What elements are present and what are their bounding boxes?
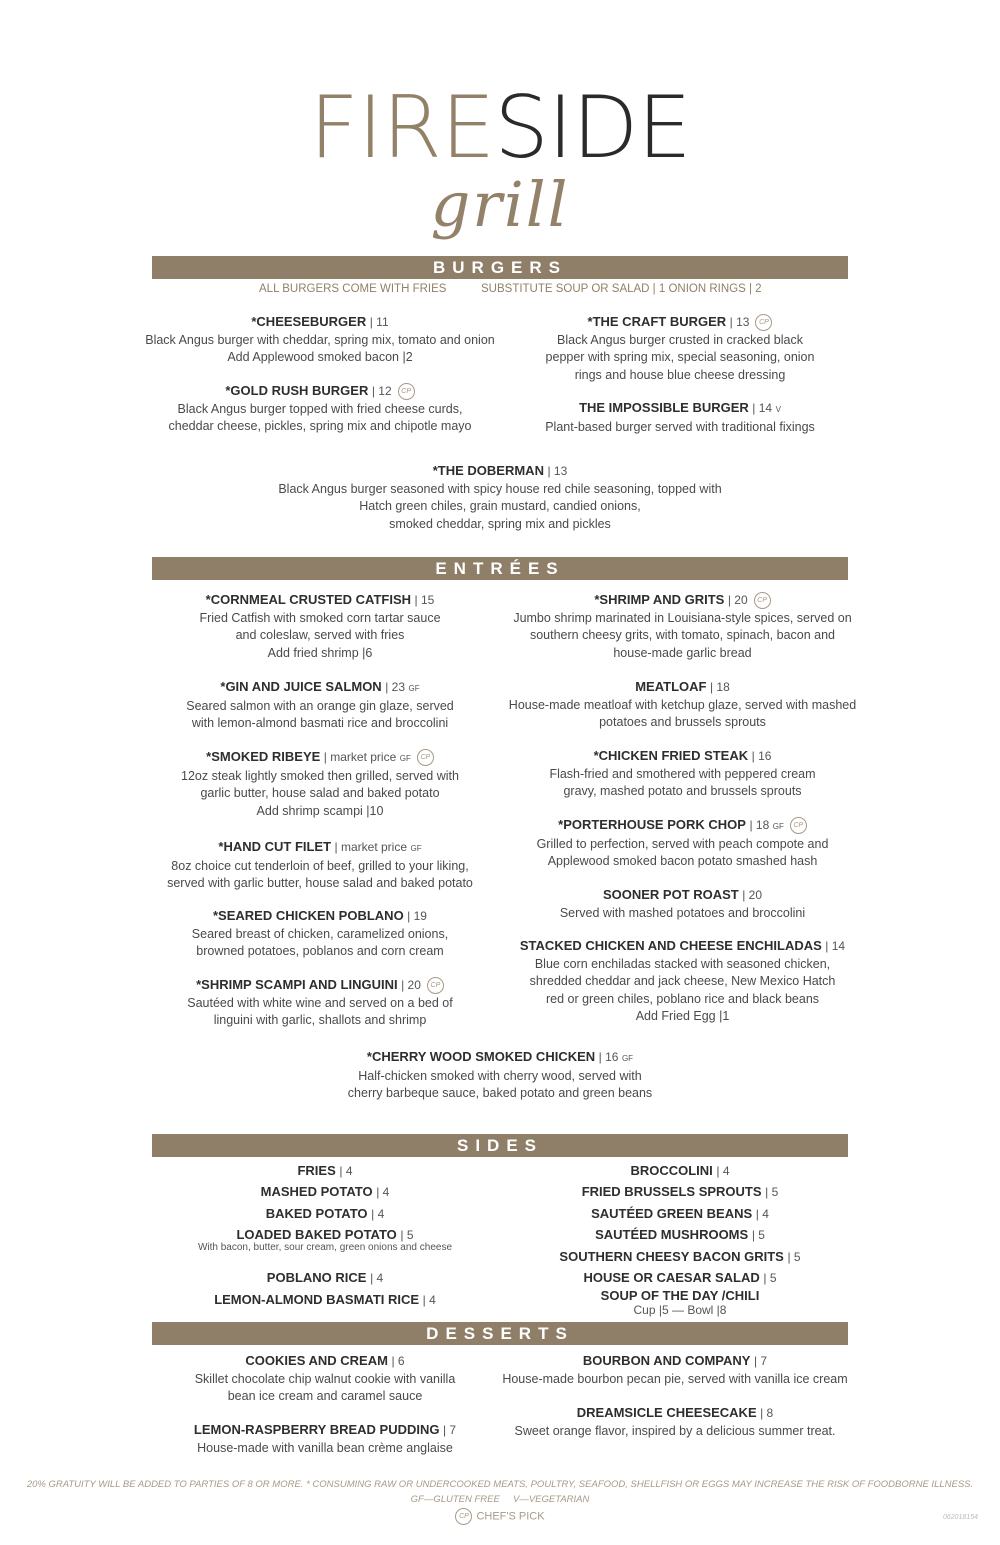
item-name: *CHEESEBURGER	[251, 314, 367, 329]
side-price: | 4	[755, 1207, 769, 1221]
gluten-free-tag: GF	[621, 1054, 634, 1063]
item-name: THE IMPOSSIBLE BURGER	[579, 400, 749, 415]
side-price: | 4	[422, 1293, 436, 1307]
side-item	[495, 1289, 865, 1317]
vegetarian-tag: V	[775, 405, 781, 414]
side-item	[495, 1206, 865, 1221]
item-desc: Add fried shrimp |6	[267, 645, 373, 660]
side-item	[495, 1163, 865, 1178]
item-price: | 13	[729, 315, 750, 329]
item-price: | 23	[385, 680, 405, 694]
side-name: BAKED POTATO	[265, 1206, 368, 1221]
item-price: | 14	[752, 401, 773, 415]
item-name: *SMOKED RIBEYE	[206, 749, 321, 764]
item-name: *THE DOBERMAN	[432, 463, 544, 478]
item-desc: Black Angus burger topped with fried cheese curds,	[177, 401, 463, 416]
side-name: BROCCOLINI	[630, 1163, 713, 1178]
item-desc: Sweet orange flavor, inspired by a delicious summer treat.	[514, 1423, 836, 1438]
item-desc: Add Applewood smoked bacon |2	[227, 350, 413, 364]
item-desc: rings and house blue cheese dressing	[574, 367, 786, 382]
item-name: SOONER POT ROAST	[602, 887, 739, 902]
item-price: | 11	[369, 315, 389, 329]
menu-item	[140, 976, 500, 1030]
item-desc: Seared salmon with an orange gin glaze, served	[186, 698, 454, 713]
chefs-pick-icon: CP	[754, 592, 771, 609]
side-name: LOADED BAKED POTATO	[236, 1227, 397, 1242]
item-name: *GIN AND JUICE SALMON	[220, 679, 382, 694]
gluten-free-tag: GF	[410, 844, 422, 853]
side-price: | 4	[339, 1164, 353, 1178]
item-desc: Applewood smoked bacon potato smashed hash	[547, 854, 818, 868]
menu-item	[140, 382, 500, 436]
item-desc: 8oz choice cut tenderloin of beef, grilled to your liking,	[171, 858, 469, 873]
menu-item	[500, 816, 865, 871]
side-name: SAUTÉED MUSHROOMS	[595, 1227, 749, 1242]
gluten-free-tag: GF	[399, 754, 411, 763]
item-name: *CHICKEN FRIED STEAK	[593, 748, 749, 763]
item-desc: cheddar cheese, pickles, spring mix and chipotle mayo	[168, 419, 472, 433]
menu-item	[140, 591, 500, 662]
menu-item	[140, 313, 500, 367]
side-item	[140, 1163, 510, 1178]
chefs-pick-icon: CP	[455, 1508, 472, 1525]
item-name: COOKIES AND CREAM	[245, 1353, 388, 1368]
item-desc: Black Angus burger with cheddar, spring mix, tomato and onion	[145, 332, 495, 347]
logo-word-fire: FIRE	[309, 78, 495, 178]
section-header-burgers: BURGERS	[152, 256, 848, 279]
menu-item	[140, 1421, 510, 1457]
side-item	[140, 1270, 510, 1285]
item-desc: pepper with spring mix, special seasoning, onion	[545, 350, 815, 364]
item-price: | 20	[727, 593, 748, 607]
side-note: With bacon, butter, sour cream, green onions and cheese	[197, 1242, 453, 1253]
item-price: | 16	[751, 749, 772, 763]
item-desc: browned potatoes, poblanos and corn cream	[196, 944, 444, 958]
item-desc: Flash-fried and smothered with peppered cream	[549, 766, 816, 781]
side-item	[495, 1270, 865, 1285]
menu-item	[500, 678, 865, 732]
item-price: | 15	[414, 593, 435, 607]
side-price: | 4	[370, 1271, 384, 1285]
menu-item	[500, 747, 865, 801]
item-desc: House-made bourbon pecan pie, served with vanilla ice cream	[502, 1371, 848, 1386]
footer-legend: GF—GLUTEN FREE V—VEGETARIAN	[410, 1494, 590, 1505]
item-desc: 12oz steak lightly smoked then grilled, served with	[181, 768, 459, 783]
side-item	[495, 1184, 865, 1199]
item-desc: Fried Catfish with smoked corn tartar sauce	[199, 610, 441, 625]
menu-item	[140, 907, 500, 961]
item-name: STACKED CHICKEN AND CHEESE ENCHILADAS	[519, 938, 822, 953]
footer-chefs-pick-legend	[0, 1508, 1000, 1525]
item-desc: linguini with garlic, shallots and shrimp	[213, 1013, 427, 1027]
item-name: *CHERRY WOOD SMOKED CHICKEN	[366, 1049, 596, 1064]
item-price: | market price	[334, 840, 408, 854]
item-desc: Grilled to perfection, served with peach compote and	[536, 836, 829, 851]
item-desc: Blue corn enchiladas stacked with seasoned chicken,	[534, 956, 831, 971]
side-price: | 4	[371, 1207, 385, 1221]
menu-item	[500, 313, 860, 384]
side-name: LEMON-ALMOND BASMATI RICE	[214, 1292, 420, 1307]
item-desc: bean ice cream and caramel sauce	[227, 1389, 423, 1403]
menu-item	[250, 462, 750, 533]
item-desc: and coleslaw, served with fries	[235, 628, 405, 642]
item-desc: house-made garlic bread	[613, 645, 752, 660]
side-name: FRIES	[297, 1163, 336, 1178]
section-header-entrees: ENTRÉES	[152, 557, 848, 580]
chefs-pick-icon: CP	[427, 977, 444, 994]
item-price: | 13	[547, 464, 568, 478]
item-desc: smoked cheddar, spring mix and pickles	[389, 516, 611, 531]
item-price: | 7	[753, 1354, 768, 1368]
menu-item	[500, 886, 865, 922]
item-desc: Seared breast of chicken, caramelized onions,	[191, 926, 449, 941]
side-price: | 5	[765, 1185, 779, 1199]
item-desc: red or green chiles, poblano rice and black beans	[545, 991, 820, 1006]
menu-item	[140, 1352, 510, 1406]
side-price: | 4	[716, 1164, 730, 1178]
item-desc: Add Fried Egg |1	[635, 1009, 730, 1023]
footer-disclaimer: 20% GRATUITY WILL BE ADDED TO PARTIES OF 8 OR MORE. * CONSUMING RAW OR UNDERCOOKED MEATS, POULTRY, SEAFOOD, SHELLFISH OR EGGS MAY INCREASE THE RISK OF FOODBORNE ILLNESS.	[26, 1479, 974, 1490]
item-name: LEMON-RASPBERRY BREAD PUDDING	[193, 1422, 440, 1437]
item-desc: potatoes and brussels sprouts	[599, 715, 766, 729]
side-item	[495, 1227, 865, 1242]
menu-item	[280, 1048, 720, 1103]
menu-code: 062018154	[942, 1514, 978, 1521]
item-price: | 18	[709, 680, 730, 694]
section-header-desserts: DESSERTS	[152, 1322, 848, 1345]
side-price: | 5	[400, 1228, 414, 1242]
menu-item	[500, 399, 860, 436]
side-name: SOUTHERN CHEESY BACON GRITS	[559, 1249, 784, 1264]
item-desc: with lemon-almond basmati rice and broccolini	[191, 716, 449, 730]
item-name: *CORNMEAL CRUSTED CATFISH	[205, 592, 412, 607]
gluten-free-tag: GF	[408, 684, 420, 693]
chefs-pick-label: CHEF'S PICK	[476, 1510, 545, 1523]
item-desc: Plant-based burger served with traditional fixings	[545, 419, 815, 434]
item-desc: cherry barbeque sauce, baked potato and green beans	[347, 1086, 653, 1100]
chefs-pick-icon: CP	[417, 749, 434, 766]
item-price: | 7	[442, 1423, 457, 1437]
item-price: | 16	[598, 1050, 619, 1064]
gluten-free-tag: GF	[772, 822, 784, 831]
item-price: | 14	[825, 939, 846, 953]
item-desc: gravy, mashed potato and brussels sprouts	[563, 784, 802, 798]
item-name: *THE CRAFT BURGER	[587, 314, 727, 329]
item-desc: Jumbo shrimp marinated in Louisiana-style spices, served on	[513, 610, 852, 625]
burgers-note-fries: ALL BURGERS COME WITH FRIES	[259, 283, 447, 295]
side-item	[140, 1292, 510, 1307]
side-name: SOUP OF THE DAY /CHILI	[600, 1288, 760, 1303]
side-price: | 5	[751, 1228, 765, 1242]
logo-script-grill: grill	[430, 168, 570, 241]
item-desc: House-made meatloaf with ketchup glaze, served with mashed	[508, 697, 857, 712]
side-name: HOUSE OR CAESAR SALAD	[583, 1270, 760, 1285]
side-item	[495, 1249, 865, 1264]
item-desc: House-made with vanilla bean crème anglaise	[197, 1440, 453, 1455]
side-name: SAUTÉED GREEN BEANS	[591, 1206, 753, 1221]
side-item	[140, 1184, 510, 1199]
item-name: BOURBON AND COMPANY	[582, 1353, 751, 1368]
item-name: *GOLD RUSH BURGER	[225, 383, 369, 398]
chefs-pick-icon: CP	[790, 817, 807, 834]
side-item	[140, 1206, 510, 1221]
item-desc: Black Angus burger crusted in cracked black	[557, 332, 803, 347]
side-item	[140, 1227, 510, 1253]
side-price: | 4	[376, 1185, 390, 1199]
item-name: *SHRIMP AND GRITS	[594, 592, 725, 607]
item-price: | 20	[401, 978, 421, 992]
side-price: | 5	[763, 1271, 777, 1285]
item-name: DREAMSICLE CHEESECAKE	[576, 1405, 757, 1420]
item-name: *PORTERHOUSE PORK CHOP	[558, 817, 746, 832]
item-desc: Sautéed with white wine and served on a bed of	[187, 995, 453, 1010]
side-price: | 5	[787, 1250, 801, 1264]
menu-item	[490, 1404, 860, 1440]
item-name: MEATLOAF	[635, 679, 707, 694]
item-price: | 8	[760, 1406, 774, 1420]
menu-item	[490, 1352, 860, 1388]
menu-item	[140, 838, 500, 893]
item-price: | 6	[391, 1354, 405, 1368]
item-desc: shredded cheddar and jack cheese, New Mexico Hatch	[529, 974, 836, 988]
menu-item	[500, 937, 865, 1026]
logo-wordmark	[0, 78, 1000, 178]
item-desc: Half-chicken smoked with cherry wood, served with	[358, 1068, 642, 1083]
item-desc: served with garlic butter, house salad and baked potato	[167, 876, 473, 890]
item-desc: Black Angus burger seasoned with spicy house red chile seasoning, topped with	[278, 481, 722, 496]
item-desc: Add shrimp scampi |10	[256, 803, 384, 818]
side-name: POBLANO RICE	[266, 1270, 367, 1285]
side-name: FRIED BRUSSELS SPROUTS	[581, 1184, 762, 1199]
side-note: Cup |5 — Bowl |8	[633, 1303, 727, 1317]
item-name: *HAND CUT FILET	[218, 839, 332, 854]
item-price: | 18	[749, 818, 770, 832]
item-desc: Skillet chocolate chip walnut cookie with vanilla	[194, 1371, 456, 1386]
item-desc: southern cheesy grits, with tomato, spinach, bacon and	[529, 628, 836, 642]
logo-word-side: SIDE	[494, 78, 691, 178]
item-price: | 19	[407, 909, 427, 923]
side-name: MASHED POTATO	[260, 1184, 373, 1199]
menu-item	[140, 748, 500, 820]
item-desc: garlic butter, house salad and baked potato	[200, 786, 440, 800]
menu-item	[140, 678, 500, 733]
item-name: *SHRIMP SCAMPI AND LINGUINI	[196, 977, 398, 992]
chefs-pick-icon: CP	[398, 383, 415, 400]
item-desc: Served with mashed potatoes and broccolini	[559, 905, 806, 920]
section-header-sides: SIDES	[152, 1134, 848, 1157]
item-name: *SEARED CHICKEN POBLANO	[213, 908, 404, 923]
item-price: | 12	[371, 384, 392, 398]
item-desc: Hatch green chiles, grain mustard, candied onions,	[359, 499, 641, 513]
item-price: | 20	[742, 888, 763, 902]
burgers-note-substitute: SUBSTITUTE SOUP OR SALAD | 1 ONION RINGS | 2	[481, 283, 762, 295]
menu-item	[500, 591, 865, 662]
item-price: | market price	[323, 750, 397, 764]
chefs-pick-icon: CP	[755, 314, 772, 331]
